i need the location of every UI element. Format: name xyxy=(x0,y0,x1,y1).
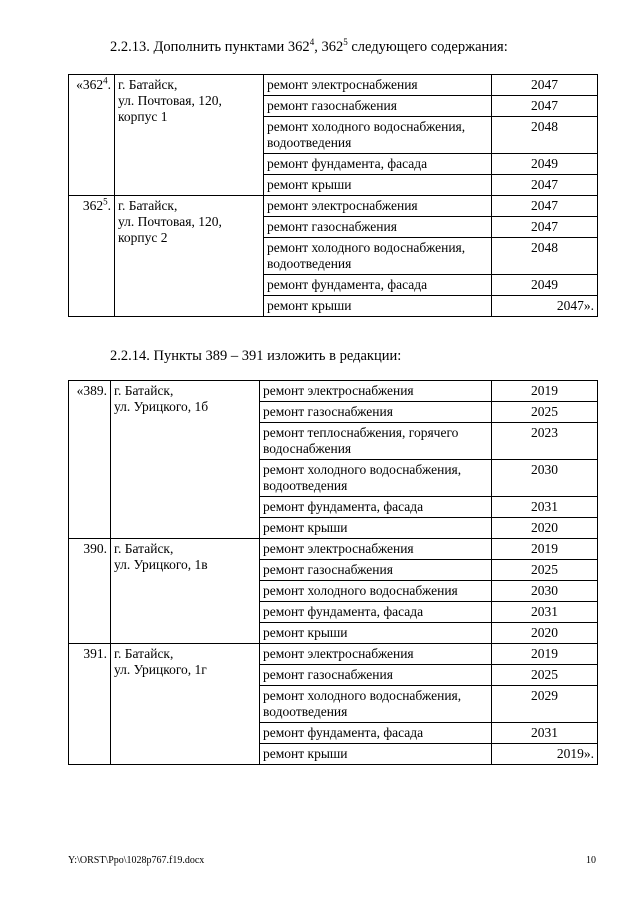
work-type-cell: ремонт газоснабжения xyxy=(260,402,492,423)
work-type-cell: ремонт холодного водоснабжения, водоотведения xyxy=(260,686,492,723)
year-cell: 2049 xyxy=(492,275,598,296)
item-number xyxy=(69,75,115,196)
year-cell: 2029 xyxy=(492,686,598,723)
work-type-cell: ремонт электроснабжения xyxy=(260,381,492,402)
superscript: 5 xyxy=(343,37,348,48)
work-type-cell: ремонт газоснабжения xyxy=(260,560,492,581)
work-type-cell: ремонт холодного водоснабжения, водоотведения xyxy=(264,238,492,275)
year-cell: 2047 xyxy=(492,175,598,196)
item-number-text: «362 xyxy=(76,77,104,92)
year-cell: 2020 xyxy=(492,623,598,644)
year-cell: 2025 xyxy=(492,402,598,423)
work-type-cell: ремонт газоснабжения xyxy=(264,96,492,117)
work-type-cell: ремонт теплоснабжения, горячего водоснабжения xyxy=(260,423,492,460)
item-number-text: 362 xyxy=(82,198,104,213)
year-cell: 2019 xyxy=(492,381,598,402)
year-cell: 2031 xyxy=(492,602,598,623)
heading-text: , 362 xyxy=(314,39,344,55)
year-cell: 2020 xyxy=(492,518,598,539)
table-items-362 xyxy=(68,74,598,317)
address-cell xyxy=(111,381,260,539)
table-row xyxy=(69,75,598,96)
address-cell xyxy=(111,539,260,644)
work-type-cell: ремонт электроснабжения xyxy=(260,539,492,560)
item-number xyxy=(69,644,111,765)
section-heading-2-2-13 xyxy=(110,38,508,56)
address-line: г. Батайск, xyxy=(114,541,174,556)
year-cell: 2030 xyxy=(492,460,598,497)
year-cell: 2047 xyxy=(492,196,598,217)
year-cell: 2048 xyxy=(492,117,598,154)
work-type-cell: ремонт электроснабжения xyxy=(264,75,492,96)
work-type-cell: ремонт фундамента, фасада xyxy=(260,723,492,744)
item-number-text: . xyxy=(107,198,111,213)
superscript: 4 xyxy=(309,37,315,48)
address-cell xyxy=(115,75,264,196)
work-type-cell: ремонт холодного водоснабжения, водоотведения xyxy=(264,117,492,154)
work-type-cell: ремонт фундамента, фасада xyxy=(260,602,492,623)
address-line: г. Батайск, xyxy=(118,77,178,92)
year-cell: 2047». xyxy=(492,296,598,317)
footer-page-number: 10 xyxy=(586,855,596,866)
work-type-cell: ремонт газоснабжения xyxy=(264,217,492,238)
address-line: ул. Почтовая, 120, xyxy=(118,93,222,108)
year-cell: 2019 xyxy=(492,539,598,560)
work-type-cell: ремонт крыши xyxy=(264,296,492,317)
table-row xyxy=(69,381,598,402)
item-number-text: 390. xyxy=(83,541,107,556)
address-line: г. Батайск, xyxy=(114,383,174,398)
address-line: г. Батайск, xyxy=(118,198,178,213)
work-type-cell: ремонт газоснабжения xyxy=(260,665,492,686)
address-line: ул. Урицкого, 1б xyxy=(114,399,209,414)
item-number xyxy=(69,196,115,317)
work-type-cell: ремонт крыши xyxy=(260,623,492,644)
year-cell: 2030 xyxy=(492,581,598,602)
section-heading-2-2-14: 2.2.14. Пункты 389 – 391 изложить в редакции: xyxy=(110,348,402,364)
table-row xyxy=(69,539,598,560)
year-cell: 2047 xyxy=(492,217,598,238)
work-type-cell: ремонт крыши xyxy=(260,744,492,765)
year-cell: 2031 xyxy=(492,497,598,518)
footer-file-path: Y:\ORST\Ppo\1028p767.f19.docx xyxy=(68,855,205,866)
item-number xyxy=(69,539,111,644)
item-number-text: «389. xyxy=(76,383,107,398)
address-line: корпус 1 xyxy=(118,109,168,124)
heading-text: следующего содержания: xyxy=(347,39,508,55)
address-cell xyxy=(111,644,260,765)
address-line: ул. Урицкого, 1г xyxy=(114,662,207,677)
year-cell: 2031 xyxy=(492,723,598,744)
address-line: ул. Почтовая, 120, xyxy=(118,214,222,229)
work-type-cell: ремонт холодного водоснабжения, водоотведения xyxy=(260,460,492,497)
address-line: корпус 2 xyxy=(118,230,168,245)
year-cell: 2049 xyxy=(492,154,598,175)
address-line: ул. Урицкого, 1в xyxy=(114,557,208,572)
year-cell: 2047 xyxy=(492,96,598,117)
year-cell: 2047 xyxy=(492,75,598,96)
work-type-cell: ремонт фундамента, фасада xyxy=(264,275,492,296)
work-type-cell: ремонт крыши xyxy=(260,518,492,539)
work-type-cell: ремонт холодного водоснабжения xyxy=(260,581,492,602)
superscript: 5 xyxy=(103,196,108,207)
item-number-text: . xyxy=(107,77,111,92)
heading-text: 2.2.13. Дополнить пунктами 362 xyxy=(110,39,310,55)
work-type-cell: ремонт электроснабжения xyxy=(260,644,492,665)
year-cell: 2019 xyxy=(492,644,598,665)
address-cell xyxy=(115,196,264,317)
work-type-cell: ремонт фундамента, фасада xyxy=(260,497,492,518)
work-type-cell: ремонт электроснабжения xyxy=(264,196,492,217)
year-cell: 2048 xyxy=(492,238,598,275)
item-number xyxy=(69,381,111,539)
year-cell: 2019». xyxy=(492,744,598,765)
table-row xyxy=(69,644,598,665)
year-cell: 2025 xyxy=(492,665,598,686)
year-cell: 2023 xyxy=(492,423,598,460)
work-type-cell: ремонт фундамента, фасада xyxy=(264,154,492,175)
table-row xyxy=(69,196,598,217)
year-cell: 2025 xyxy=(492,560,598,581)
table-items-389-391 xyxy=(68,380,598,765)
work-type-cell: ремонт крыши xyxy=(264,175,492,196)
address-line: г. Батайск, xyxy=(114,646,174,661)
item-number-text: 391. xyxy=(83,646,107,661)
superscript: 4 xyxy=(103,75,108,86)
